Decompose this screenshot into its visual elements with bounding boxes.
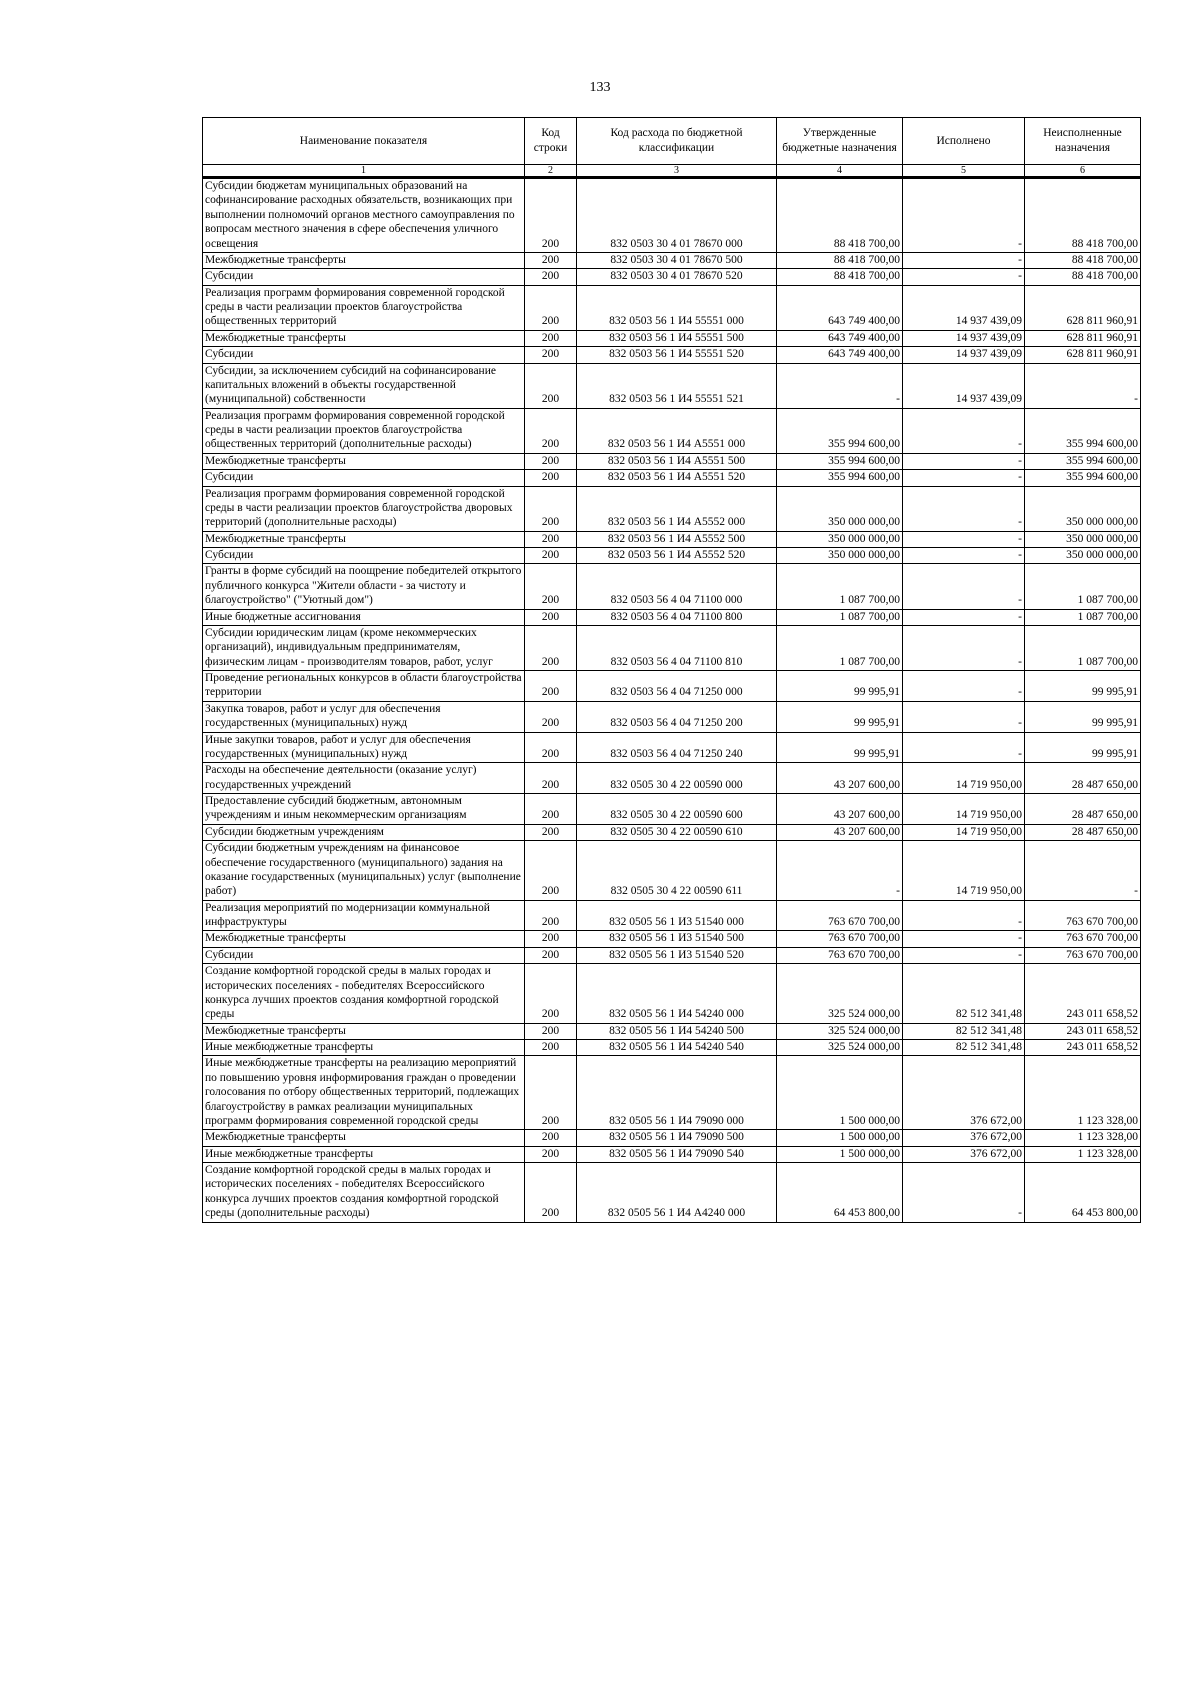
table-row <box>203 564 1141 609</box>
row-approved: 88 418 700,00 <box>777 252 903 268</box>
row-unexecuted: 1 087 700,00 <box>1025 609 1141 625</box>
row-approved: 99 995,91 <box>777 701 903 732</box>
row-unexecuted: 628 811 960,91 <box>1025 285 1141 330</box>
row-line-code: 200 <box>525 269 577 285</box>
row-line-code: 200 <box>525 470 577 486</box>
row-name: Субсидии юридическим лицам (кроме некоммерческих организаций), индивидуальным предпринимателям, физическим лицам - производителям товаров, работ, услуг <box>203 625 525 670</box>
table-row <box>203 470 1141 486</box>
row-unexecuted: 1 123 328,00 <box>1025 1146 1141 1162</box>
row-unexecuted: 1 087 700,00 <box>1025 564 1141 609</box>
row-unexecuted: - <box>1025 841 1141 901</box>
table-row <box>203 824 1141 840</box>
table-row <box>203 794 1141 825</box>
row-approved: 763 670 700,00 <box>777 900 903 931</box>
row-executed: - <box>903 900 1025 931</box>
row-name: Иные закупки товаров, работ и услуг для обеспечения государственных (муниципальных) нужд <box>203 732 525 763</box>
page-number: 133 <box>589 80 611 95</box>
row-executed: 14 719 950,00 <box>903 794 1025 825</box>
row-approved: - <box>777 841 903 901</box>
row-name: Межбюджетные трансферты <box>203 931 525 947</box>
row-approved: 88 418 700,00 <box>777 178 903 253</box>
row-name: Межбюджетные трансферты <box>203 531 525 547</box>
row-expense-code: 832 0503 30 4 01 78670 520 <box>577 269 777 285</box>
row-approved: 355 994 600,00 <box>777 470 903 486</box>
row-unexecuted: 1 123 328,00 <box>1025 1056 1141 1130</box>
column-number: 5 <box>903 165 1025 178</box>
row-executed: - <box>903 486 1025 531</box>
row-expense-code: 832 0503 56 4 04 71100 000 <box>577 564 777 609</box>
row-executed: - <box>903 947 1025 963</box>
row-executed: 14 937 439,09 <box>903 347 1025 363</box>
row-name: Реализация мероприятий по модернизации коммунальной инфраструктуры <box>203 900 525 931</box>
table-row <box>203 408 1141 453</box>
row-line-code: 200 <box>525 1040 577 1056</box>
row-expense-code: 832 0503 56 4 04 71100 800 <box>577 609 777 625</box>
row-expense-code: 832 0503 56 4 04 71250 200 <box>577 701 777 732</box>
table-row <box>203 531 1141 547</box>
row-name: Гранты в форме субсидий на поощрение победителей открытого публичного конкурса "Жители области - за чистоту и благоустройство" ("Уютный дом") <box>203 564 525 609</box>
row-executed: 376 672,00 <box>903 1130 1025 1146</box>
header-approved: Утвержденные бюджетные назначения <box>777 118 903 165</box>
row-approved: 325 524 000,00 <box>777 1040 903 1056</box>
row-unexecuted: 628 811 960,91 <box>1025 330 1141 346</box>
row-line-code: 200 <box>525 1056 577 1130</box>
row-unexecuted: 350 000 000,00 <box>1025 486 1141 531</box>
table-row <box>203 269 1141 285</box>
row-line-code: 200 <box>525 548 577 564</box>
row-expense-code: 832 0503 56 1 И4 А5552 520 <box>577 548 777 564</box>
table-row <box>203 252 1141 268</box>
row-name: Субсидии бюджетам муниципальных образований на софинансирование расходных обязательств, возникающих при выполнении полномочий органов местного самоуправления по вопросам местного значения в сфере обеспечения уличного освещения <box>203 178 525 253</box>
row-name: Реализация программ формирования современной городской среды в части реализации проектов благоустройства дворовых территорий (дополнительные расходы) <box>203 486 525 531</box>
row-executed: - <box>903 470 1025 486</box>
row-executed: 82 512 341,48 <box>903 1023 1025 1039</box>
row-unexecuted: 243 011 658,52 <box>1025 964 1141 1024</box>
row-expense-code: 832 0503 30 4 01 78670 000 <box>577 178 777 253</box>
table-row <box>203 1163 1141 1223</box>
row-name: Субсидии бюджетным учреждениям <box>203 824 525 840</box>
row-name: Субсидии <box>203 470 525 486</box>
row-approved: 64 453 800,00 <box>777 1163 903 1223</box>
row-line-code: 200 <box>525 564 577 609</box>
row-name: Межбюджетные трансферты <box>203 1130 525 1146</box>
row-executed: - <box>903 564 1025 609</box>
row-name: Межбюджетные трансферты <box>203 453 525 469</box>
row-approved: 99 995,91 <box>777 732 903 763</box>
row-unexecuted: 355 994 600,00 <box>1025 453 1141 469</box>
row-approved: 763 670 700,00 <box>777 931 903 947</box>
header-unexecuted: Неисполненные назначения <box>1025 118 1141 165</box>
row-unexecuted: 350 000 000,00 <box>1025 531 1141 547</box>
row-approved: 325 524 000,00 <box>777 1023 903 1039</box>
row-executed: - <box>903 671 1025 702</box>
table-row <box>203 347 1141 363</box>
row-executed: - <box>903 1163 1025 1223</box>
row-unexecuted: 99 995,91 <box>1025 671 1141 702</box>
row-unexecuted: 243 011 658,52 <box>1025 1040 1141 1056</box>
row-line-code: 200 <box>525 900 577 931</box>
row-name: Создание комфортной городской среды в малых городах и исторических поселениях - победителях Всероссийского конкурса лучших проектов создания комфортной городской среды (дополнительные расходы) <box>203 1163 525 1223</box>
row-expense-code: 832 0505 30 4 22 00590 611 <box>577 841 777 901</box>
row-expense-code: 832 0505 56 1 И4 54240 500 <box>577 1023 777 1039</box>
row-executed: - <box>903 931 1025 947</box>
row-executed: - <box>903 453 1025 469</box>
row-approved: 1 500 000,00 <box>777 1130 903 1146</box>
row-expense-code: 832 0503 56 4 04 71250 000 <box>577 671 777 702</box>
row-executed: - <box>903 178 1025 253</box>
table-row <box>203 285 1141 330</box>
row-unexecuted: 355 994 600,00 <box>1025 408 1141 453</box>
table-row <box>203 1023 1141 1039</box>
row-name: Иные бюджетные ассигнования <box>203 609 525 625</box>
row-approved: 1 500 000,00 <box>777 1146 903 1162</box>
row-approved: 350 000 000,00 <box>777 531 903 547</box>
table-row <box>203 1056 1141 1130</box>
table-row <box>203 701 1141 732</box>
row-expense-code: 832 0505 56 1 И4 79090 540 <box>577 1146 777 1162</box>
row-expense-code: 832 0503 56 1 И4 А5552 500 <box>577 531 777 547</box>
row-unexecuted: 28 487 650,00 <box>1025 794 1141 825</box>
row-approved: 643 749 400,00 <box>777 330 903 346</box>
row-expense-code: 832 0505 56 1 И3 51540 520 <box>577 947 777 963</box>
table-row <box>203 732 1141 763</box>
row-name: Закупка товаров, работ и услуг для обеспечения государственных (муниципальных) нужд <box>203 701 525 732</box>
row-expense-code: 832 0505 56 1 И3 51540 000 <box>577 900 777 931</box>
row-name: Субсидии бюджетным учреждениям на финансовое обеспечение государственного (муниципального) задания на оказание государственных (муниципальных) услуг (выполнение работ) <box>203 841 525 901</box>
row-unexecuted: 28 487 650,00 <box>1025 763 1141 794</box>
row-name: Межбюджетные трансферты <box>203 1023 525 1039</box>
row-executed: - <box>903 732 1025 763</box>
row-expense-code: 832 0503 30 4 01 78670 500 <box>577 252 777 268</box>
table-row <box>203 1130 1141 1146</box>
row-unexecuted: 1 123 328,00 <box>1025 1130 1141 1146</box>
table-body <box>203 178 1141 1223</box>
row-expense-code: 832 0503 56 1 И4 А5551 520 <box>577 470 777 486</box>
row-executed: 14 719 950,00 <box>903 824 1025 840</box>
row-executed: 82 512 341,48 <box>903 964 1025 1024</box>
row-line-code: 200 <box>525 964 577 1024</box>
row-unexecuted: 763 670 700,00 <box>1025 900 1141 931</box>
row-expense-code: 832 0505 30 4 22 00590 600 <box>577 794 777 825</box>
table-row <box>203 453 1141 469</box>
row-expense-code: 832 0505 56 1 И4 54240 000 <box>577 964 777 1024</box>
row-line-code: 200 <box>525 285 577 330</box>
row-approved: 643 749 400,00 <box>777 285 903 330</box>
row-approved: 350 000 000,00 <box>777 486 903 531</box>
row-approved: 355 994 600,00 <box>777 453 903 469</box>
row-unexecuted: 1 087 700,00 <box>1025 625 1141 670</box>
row-name: Субсидии, за исключением субсидий на софинансирование капитальных вложений в объекты государственной (муниципальной) собственности <box>203 363 525 408</box>
row-name: Предоставление субсидий бюджетным, автономным учреждениям и иным некоммерческим организациям <box>203 794 525 825</box>
row-approved: 88 418 700,00 <box>777 269 903 285</box>
column-number: 2 <box>525 165 577 178</box>
row-approved: 43 207 600,00 <box>777 794 903 825</box>
row-line-code: 200 <box>525 931 577 947</box>
table-row <box>203 671 1141 702</box>
row-line-code: 200 <box>525 408 577 453</box>
row-name: Субсидии <box>203 947 525 963</box>
row-executed: 376 672,00 <box>903 1056 1025 1130</box>
row-name: Иные межбюджетные трансферты <box>203 1146 525 1162</box>
row-approved: 1 087 700,00 <box>777 609 903 625</box>
row-name: Межбюджетные трансферты <box>203 330 525 346</box>
row-line-code: 200 <box>525 1163 577 1223</box>
row-line-code: 200 <box>525 794 577 825</box>
row-executed: 14 719 950,00 <box>903 841 1025 901</box>
row-unexecuted: 64 453 800,00 <box>1025 1163 1141 1223</box>
table-row <box>203 763 1141 794</box>
row-name: Проведение региональных конкурсов в области благоустройства территории <box>203 671 525 702</box>
row-name: Субсидии <box>203 347 525 363</box>
row-approved: 350 000 000,00 <box>777 548 903 564</box>
table-row <box>203 1040 1141 1056</box>
table-row <box>203 964 1141 1024</box>
row-unexecuted: 88 418 700,00 <box>1025 269 1141 285</box>
row-expense-code: 832 0505 56 1 И4 79090 000 <box>577 1056 777 1130</box>
row-approved: 1 087 700,00 <box>777 564 903 609</box>
row-expense-code: 832 0505 30 4 22 00590 000 <box>577 763 777 794</box>
row-name: Межбюджетные трансферты <box>203 252 525 268</box>
row-expense-code: 832 0503 56 4 04 71100 810 <box>577 625 777 670</box>
row-expense-code: 832 0503 56 1 И4 А5551 500 <box>577 453 777 469</box>
row-line-code: 200 <box>525 347 577 363</box>
table-row <box>203 178 1141 253</box>
column-number: 6 <box>1025 165 1141 178</box>
row-executed: - <box>903 252 1025 268</box>
row-unexecuted: 88 418 700,00 <box>1025 252 1141 268</box>
row-unexecuted: 763 670 700,00 <box>1025 947 1141 963</box>
row-executed: - <box>903 408 1025 453</box>
header-expense-code: Код расхода по бюджетной классификации <box>577 118 777 165</box>
row-approved: 325 524 000,00 <box>777 964 903 1024</box>
row-line-code: 200 <box>525 330 577 346</box>
row-approved: 99 995,91 <box>777 671 903 702</box>
row-unexecuted: 99 995,91 <box>1025 701 1141 732</box>
row-line-code: 200 <box>525 947 577 963</box>
row-expense-code: 832 0503 56 1 И4 55551 500 <box>577 330 777 346</box>
row-name: Иные межбюджетные трансферты на реализацию мероприятий по повышению уровня информирования граждан о проведении голосования по отбору общественных территорий, подлежащих благоустройству в рамках реализации муниципальных программ формирования современной городской среды <box>203 1056 525 1130</box>
table-row <box>203 625 1141 670</box>
row-expense-code: 832 0503 56 1 И4 А5551 000 <box>577 408 777 453</box>
table-row <box>203 931 1141 947</box>
table-row <box>203 330 1141 346</box>
table-row <box>203 548 1141 564</box>
row-approved: 1 500 000,00 <box>777 1056 903 1130</box>
column-number: 4 <box>777 165 903 178</box>
row-unexecuted: 28 487 650,00 <box>1025 824 1141 840</box>
row-executed: 376 672,00 <box>903 1146 1025 1162</box>
row-expense-code: 832 0505 56 1 И4 А4240 000 <box>577 1163 777 1223</box>
row-line-code: 200 <box>525 363 577 408</box>
row-approved: 43 207 600,00 <box>777 763 903 794</box>
table-row <box>203 609 1141 625</box>
row-expense-code: 832 0505 56 1 И3 51540 500 <box>577 931 777 947</box>
row-name: Субсидии <box>203 269 525 285</box>
row-line-code: 200 <box>525 1130 577 1146</box>
row-unexecuted: 763 670 700,00 <box>1025 931 1141 947</box>
table-row <box>203 841 1141 901</box>
row-line-code: 200 <box>525 824 577 840</box>
row-line-code: 200 <box>525 531 577 547</box>
table-row <box>203 1146 1141 1162</box>
table-row <box>203 947 1141 963</box>
row-unexecuted: 355 994 600,00 <box>1025 470 1141 486</box>
row-expense-code: 832 0503 56 4 04 71250 240 <box>577 732 777 763</box>
row-expense-code: 832 0505 56 1 И4 79090 500 <box>577 1130 777 1146</box>
row-name: Создание комфортной городской среды в малых городах и исторических поселениях - победителях Всероссийского конкурса лучших проектов создания комфортной городской среды <box>203 964 525 1024</box>
header-executed: Исполнено <box>903 118 1025 165</box>
row-approved: 1 087 700,00 <box>777 625 903 670</box>
row-name: Иные межбюджетные трансферты <box>203 1040 525 1056</box>
column-number: 3 <box>577 165 777 178</box>
row-executed: 14 937 439,09 <box>903 330 1025 346</box>
row-executed: 14 937 439,09 <box>903 285 1025 330</box>
budget-execution-table <box>202 117 1141 1223</box>
row-executed: - <box>903 625 1025 670</box>
row-executed: - <box>903 548 1025 564</box>
table-row <box>203 900 1141 931</box>
row-unexecuted: 99 995,91 <box>1025 732 1141 763</box>
row-expense-code: 832 0503 56 1 И4 55551 000 <box>577 285 777 330</box>
row-unexecuted: - <box>1025 363 1141 408</box>
header-name: Наименование показателя <box>203 118 525 165</box>
row-line-code: 200 <box>525 841 577 901</box>
row-executed: - <box>903 269 1025 285</box>
row-unexecuted: 243 011 658,52 <box>1025 1023 1141 1039</box>
row-unexecuted: 350 000 000,00 <box>1025 548 1141 564</box>
row-line-code: 200 <box>525 763 577 794</box>
table-row <box>203 363 1141 408</box>
row-executed: - <box>903 701 1025 732</box>
row-executed: 14 937 439,09 <box>903 363 1025 408</box>
row-expense-code: 832 0505 56 1 И4 54240 540 <box>577 1040 777 1056</box>
row-name: Реализация программ формирования современной городской среды в части реализации проектов благоустройства общественных территорий (дополнительные расходы) <box>203 408 525 453</box>
row-executed: - <box>903 609 1025 625</box>
row-approved: 643 749 400,00 <box>777 347 903 363</box>
row-executed: 82 512 341,48 <box>903 1040 1025 1056</box>
row-line-code: 200 <box>525 178 577 253</box>
row-expense-code: 832 0503 56 1 И4 55551 520 <box>577 347 777 363</box>
row-name: Расходы на обеспечение деятельности (оказание услуг) государственных учреждений <box>203 763 525 794</box>
row-unexecuted: 628 811 960,91 <box>1025 347 1141 363</box>
row-executed: 14 719 950,00 <box>903 763 1025 794</box>
row-approved: 763 670 700,00 <box>777 947 903 963</box>
row-approved: - <box>777 363 903 408</box>
header-line-code: Код строки <box>525 118 577 165</box>
row-approved: 43 207 600,00 <box>777 824 903 840</box>
row-unexecuted: 88 418 700,00 <box>1025 178 1141 253</box>
row-line-code: 200 <box>525 252 577 268</box>
row-line-code: 200 <box>525 701 577 732</box>
row-line-code: 200 <box>525 609 577 625</box>
row-name: Субсидии <box>203 548 525 564</box>
row-expense-code: 832 0503 56 1 И4 55551 521 <box>577 363 777 408</box>
column-number: 1 <box>203 165 525 178</box>
row-line-code: 200 <box>525 1146 577 1162</box>
row-executed: - <box>903 531 1025 547</box>
table-row <box>203 486 1141 531</box>
row-line-code: 200 <box>525 1023 577 1039</box>
row-approved: 355 994 600,00 <box>777 408 903 453</box>
row-expense-code: 832 0503 56 1 И4 А5552 000 <box>577 486 777 531</box>
row-line-code: 200 <box>525 732 577 763</box>
row-line-code: 200 <box>525 453 577 469</box>
row-line-code: 200 <box>525 486 577 531</box>
row-expense-code: 832 0505 30 4 22 00590 610 <box>577 824 777 840</box>
table-header <box>203 118 1141 178</box>
row-line-code: 200 <box>525 671 577 702</box>
row-line-code: 200 <box>525 625 577 670</box>
row-name: Реализация программ формирования современной городской среды в части реализации проектов благоустройства общественных территорий <box>203 285 525 330</box>
